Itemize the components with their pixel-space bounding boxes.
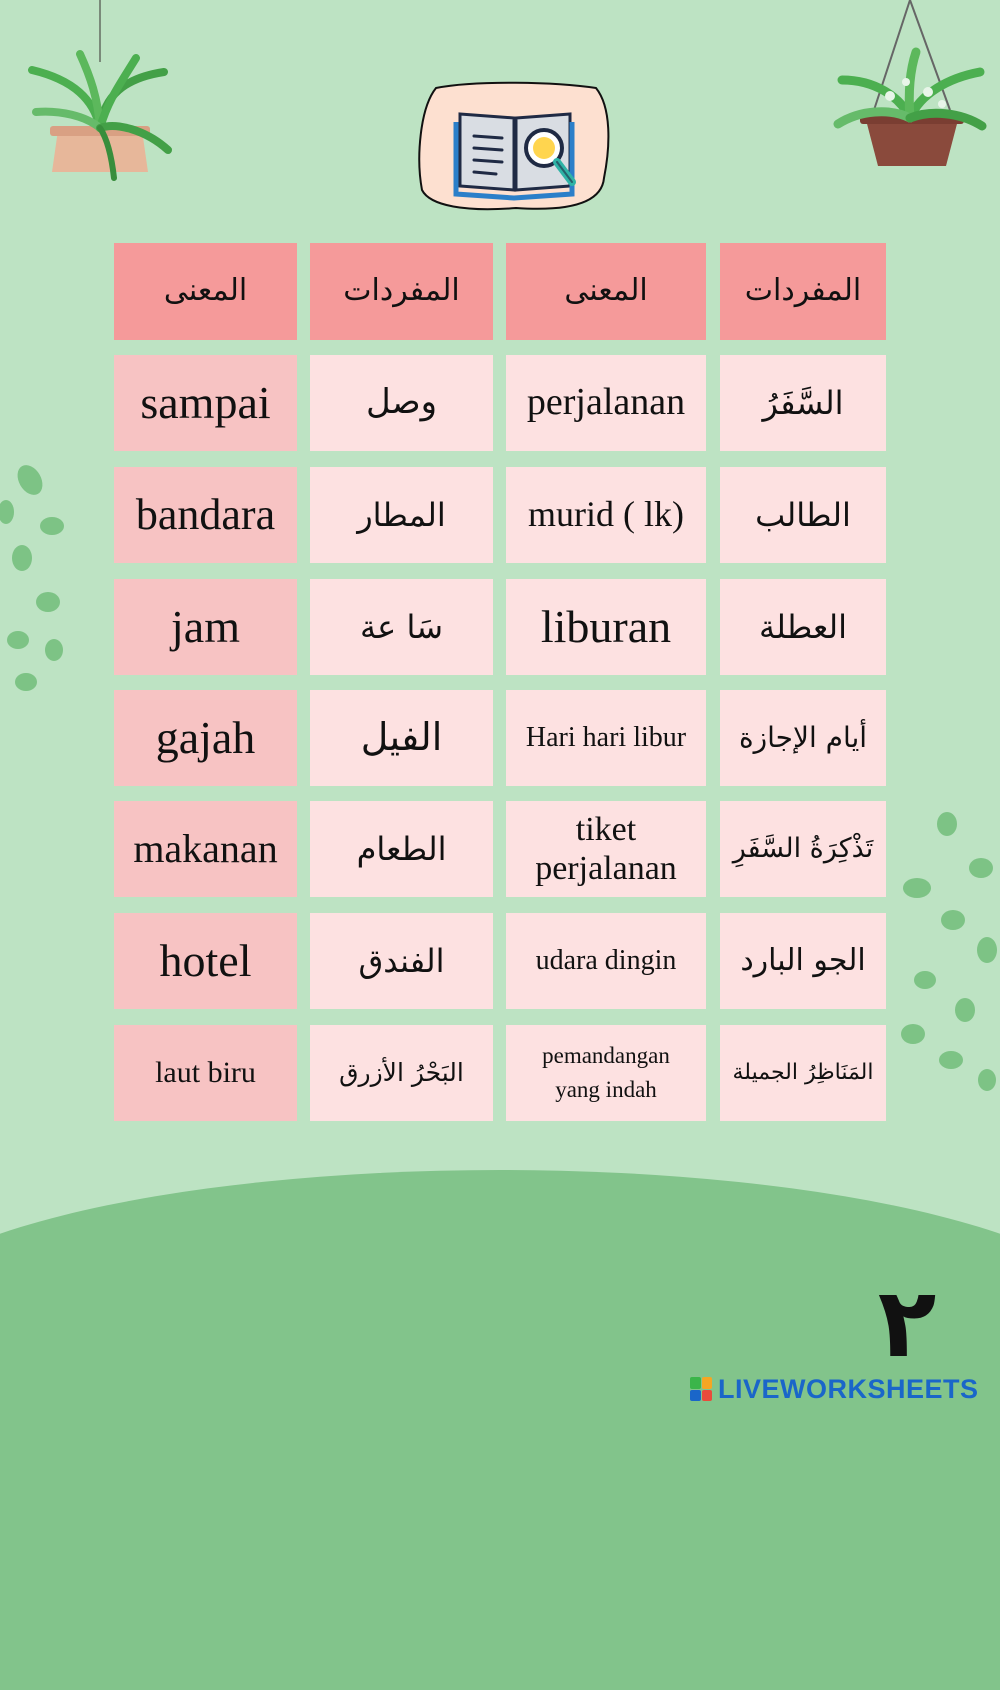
cell-meaning: tiket perjalanan bbox=[506, 801, 706, 897]
header-vocab-2: المفردات bbox=[720, 243, 886, 340]
cell-vocab: السَّفَرُ bbox=[720, 355, 886, 451]
cell-vocab: سَا عة bbox=[310, 579, 493, 675]
cell-vocab: الجو البارد bbox=[720, 913, 886, 1009]
liveworksheets-logo-icon bbox=[690, 1377, 712, 1401]
cell-meaning: gajah bbox=[114, 690, 297, 786]
cell-vocab: أيام الإجازة bbox=[720, 690, 886, 786]
liveworksheets-brand[interactable] bbox=[690, 1374, 979, 1404]
cell-vocab: الطعام bbox=[310, 801, 493, 897]
cell-meaning: jam bbox=[114, 579, 297, 675]
cell-meaning: liburan bbox=[506, 579, 706, 675]
header-meaning-1: المعنى bbox=[114, 243, 297, 340]
cell-meaning: udara dingin bbox=[506, 913, 706, 1009]
cell-vocab: الفيل bbox=[310, 690, 493, 786]
cell-meaning: perjalanan bbox=[506, 355, 706, 451]
cell-meaning: sampai bbox=[114, 355, 297, 451]
cell-meaning: makanan bbox=[114, 801, 297, 897]
cell-vocab: الفندق bbox=[310, 913, 493, 1009]
header-meaning-2: المعنى bbox=[506, 243, 706, 340]
brand-name: LIVEWORKSHEETS bbox=[718, 1373, 979, 1404]
cell-meaning: murid ( lk) bbox=[506, 467, 706, 563]
cell-vocab: وصل bbox=[310, 355, 493, 451]
cell-vocab: تَذْكِرَةُ السَّفَرِ bbox=[720, 801, 886, 897]
cell-vocab: الطالب bbox=[720, 467, 886, 563]
cell-vocab: المطار bbox=[310, 467, 493, 563]
page-number: ٢ bbox=[877, 1267, 937, 1379]
cell-meaning: laut biru bbox=[114, 1025, 297, 1121]
cell-meaning: hotel bbox=[114, 913, 297, 1009]
cell-meaning: pemandangan yang indah bbox=[506, 1025, 706, 1121]
cell-vocab: المَنَاظِرُ الجميلة bbox=[720, 1025, 886, 1121]
cell-meaning: bandara bbox=[114, 467, 297, 563]
cell-vocab: البَحْرُ الأزرق bbox=[310, 1025, 493, 1121]
cell-meaning: Hari hari libur bbox=[506, 690, 706, 786]
cell-vocab: العطلة bbox=[720, 579, 886, 675]
header-vocab-1: المفردات bbox=[310, 243, 493, 340]
